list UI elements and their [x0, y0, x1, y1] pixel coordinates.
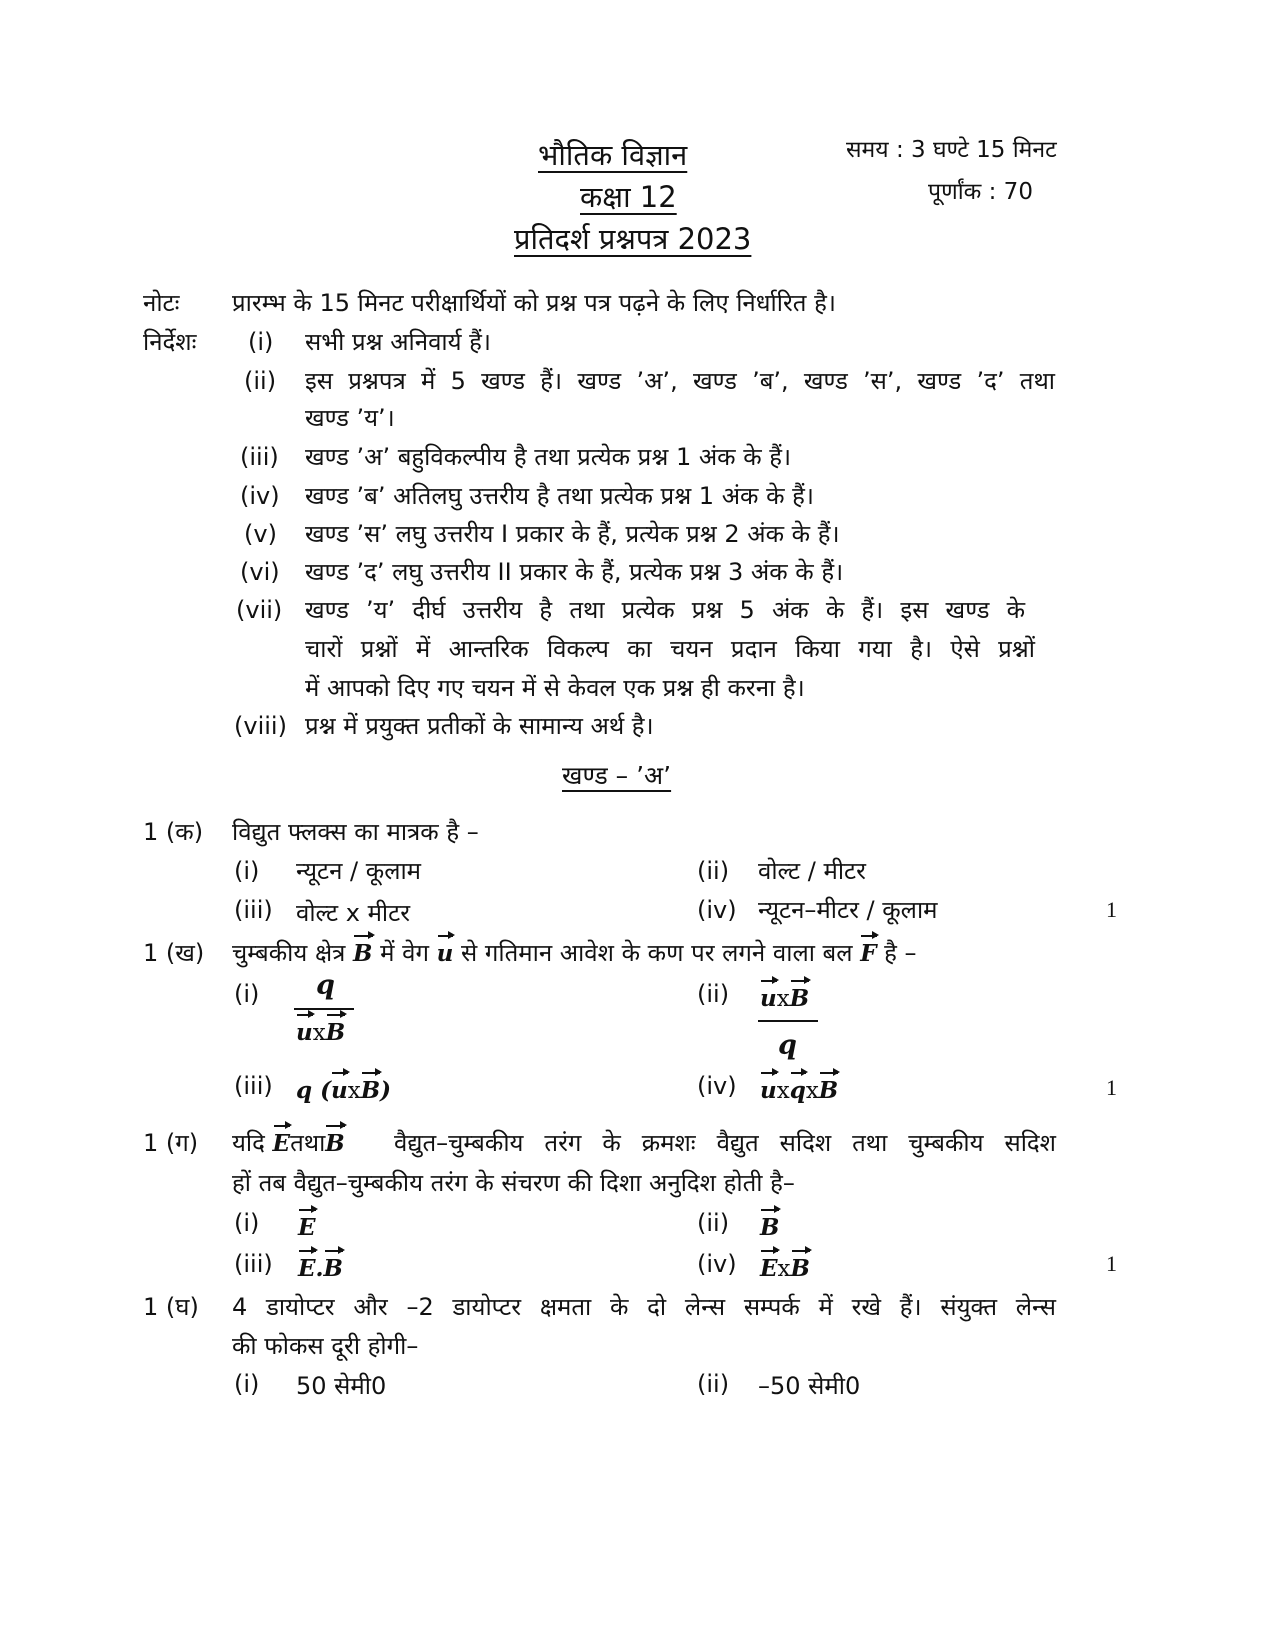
- instruction-text: इस प्रश्नपत्र में 5 खण्ड हैं। खण्ड ’अ’, खण्ड ’ब’, खण्ड ’स’, खण्ड ’द’ तथा: [305, 367, 1055, 395]
- instruction-num: (vii): [236, 596, 283, 624]
- option-num: (iv): [697, 1250, 737, 1278]
- question-number: 1 (ग): [143, 1129, 199, 1157]
- question-text-cont: हों तब वैद्युत–चुम्बकीय तरंग के संचरण की दिशा अनुदिश होती है–: [232, 1169, 795, 1197]
- option-formula: E.B: [298, 1252, 343, 1285]
- option-text: न्यूटन / कूलाम: [296, 857, 422, 885]
- option-num: (i): [234, 1370, 260, 1398]
- option-formula: uxqxB: [760, 1074, 838, 1107]
- note-text: प्रारम्भ के 15 मिनट परीक्षार्थियों को प्रश्न पत्र पढ़ने के लिए निर्धारित है।: [232, 289, 836, 317]
- fraction-numerator: q: [316, 970, 335, 1001]
- vector-E-symbol: E: [273, 1128, 291, 1160]
- option-formula: E: [298, 1211, 316, 1244]
- vector-B-symbol: B: [353, 938, 372, 970]
- time-label: समय : 3 घण्टे 15 मिनट: [846, 137, 1057, 163]
- fraction-bar: [758, 1020, 818, 1022]
- instruction-num: (viii): [234, 712, 287, 740]
- fraction-denominator: uxB: [296, 1016, 345, 1049]
- question-marks: 1: [1106, 1251, 1117, 1276]
- option-num: (i): [234, 857, 260, 885]
- option-num: (ii): [697, 1370, 730, 1398]
- option-num: (i): [234, 980, 260, 1008]
- instruction-text-cont: चारों प्रश्नों में आन्तरिक विकल्प का चयन प्रदान किया गया है। ऐसे प्रश्नों: [305, 635, 1035, 663]
- option-num: (i): [234, 1209, 260, 1237]
- fraction-numerator: uxB: [760, 982, 809, 1015]
- option-num: (iii): [234, 1072, 273, 1100]
- instructions-label: निर्देशः: [143, 328, 197, 356]
- instruction-num: (vi): [240, 558, 280, 586]
- option-num: (ii): [697, 980, 730, 1008]
- question-text-cont: वैद्युत–चुम्बकीय तरंग के क्रमशः वैद्युत सदिश तथा चुम्बकीय सदिश: [394, 1129, 1056, 1157]
- option-formula: ExB: [760, 1252, 810, 1285]
- instruction-text-cont: में आपको दिए गए चयन में से केवल एक प्रश्न ही करना है।: [305, 674, 805, 702]
- option-text: न्यूटन–मीटर / कूलाम: [758, 896, 938, 924]
- question-text: विद्युत फ्लक्स का मात्रक है –: [232, 818, 479, 846]
- question-number: 1 (क): [143, 818, 204, 846]
- question-marks: 1: [1106, 1075, 1117, 1100]
- subject-title: भौतिक विज्ञान: [538, 138, 688, 172]
- total-marks-label: पूर्णांक : 70: [928, 179, 1033, 205]
- instruction-num: (iv): [240, 482, 280, 510]
- instruction-text-cont: खण्ड ’य’।: [305, 404, 395, 432]
- option-num: (ii): [697, 857, 730, 885]
- instruction-text: खण्ड ’अ’ बहुविकल्पीय है तथा प्रत्येक प्रश्न 1 अंक के हैं।: [305, 443, 792, 471]
- instruction-num: (v): [244, 520, 277, 548]
- option-num: (iii): [234, 896, 273, 924]
- instruction-text: खण्ड ’ब’ अतिलघु उत्तरीय है तथा प्रत्येक प्रश्न 1 अंक के हैं।: [305, 482, 815, 510]
- option-formula: q (uxB): [296, 1074, 391, 1107]
- question-number: 1 (घ): [143, 1293, 199, 1321]
- question-text: 4 डायोप्टर और –2 डायोप्टर क्षमता के दो लेन्स सम्पर्क में रखे हैं। संयुक्त लेन्स: [232, 1293, 1056, 1321]
- note-label: नोटः: [143, 289, 180, 317]
- instruction-num: (iii): [240, 443, 279, 471]
- vector-B-symbol: B: [325, 1128, 344, 1160]
- vector-u-symbol: u: [437, 938, 454, 970]
- option-text: –50 सेमी0: [758, 1372, 861, 1400]
- class-title: कक्षा 12: [580, 180, 677, 214]
- option-num: (iv): [697, 1072, 737, 1100]
- option-formula: B: [760, 1211, 779, 1244]
- paper-title: प्रतिदर्श प्रश्नपत्र 2023: [514, 222, 752, 256]
- question-text: यदि EतथाB: [232, 1127, 345, 1160]
- option-num: (iii): [234, 1250, 273, 1278]
- option-num: (iv): [697, 896, 737, 924]
- instruction-text: खण्ड ’द’ लघु उत्तरीय II प्रकार के हैं, प्रत्येक प्रश्न 3 अंक के हैं।: [305, 558, 844, 586]
- option-num: (ii): [697, 1209, 730, 1237]
- instruction-num: (ii): [244, 367, 277, 395]
- option-text: वोल्ट / मीटर: [758, 857, 866, 885]
- question-marks: 1: [1106, 897, 1117, 922]
- question-text: चुम्बकीय क्षेत्र B में वेग u से गतिमान आवेश के कण पर लगने वाला बल F है –: [232, 937, 917, 970]
- question-number: 1 (ख): [143, 939, 205, 967]
- question-text-cont: की फोकस दूरी होगी–: [232, 1332, 419, 1360]
- instruction-text: प्रश्न में प्रयुक्त प्रतीकों के सामान्य अर्थ है।: [305, 712, 654, 740]
- option-text: वोल्ट x मीटर: [296, 899, 411, 927]
- fraction-denominator: q: [778, 1030, 797, 1061]
- instruction-text: खण्ड ’य’ दीर्घ उत्तरीय है तथा प्रत्येक प्रश्न 5 अंक के हैं। इस खण्ड के: [305, 596, 1025, 624]
- instruction-text: सभी प्रश्न अनिवार्य हैं।: [305, 328, 492, 356]
- instruction-text: खण्ड ’स’ लघु उत्तरीय I प्रकार के हैं, प्रत्येक प्रश्न 2 अंक के हैं।: [305, 520, 840, 548]
- option-text: 50 सेमी0: [296, 1372, 387, 1400]
- instruction-num: (i): [248, 328, 274, 356]
- vector-F-symbol: F: [860, 938, 876, 970]
- section-heading: खण्ड – ’अ’: [562, 761, 672, 790]
